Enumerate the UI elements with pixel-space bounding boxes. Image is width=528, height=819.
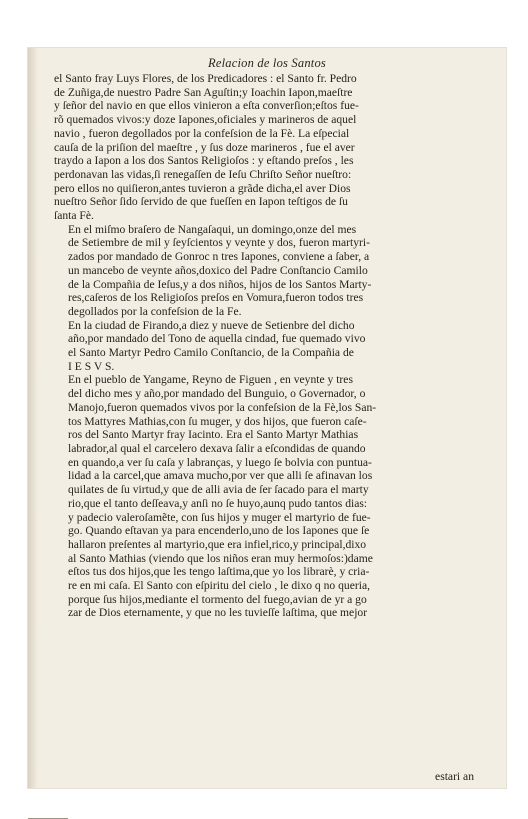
text-line: de la Compañia de Ieſus,y a dos niños, hijos de los Santos Marty- — [68, 277, 372, 291]
text-line: En la ciudad de Firando,a diez y nueve de Setienbre del dicho — [68, 318, 355, 332]
text-line: en quando,a ver ſu caſa y labranças, y luego ſe bolvia con puntua- — [68, 455, 372, 469]
text-line: el Santo fray Luys Flores, de los Predicadores : el Santo fr. Pedro — [54, 72, 357, 85]
text-line: ſanta Fè. — [54, 209, 94, 223]
paragraph — [54, 319, 486, 374]
text-line: de Setiembre de mil y ſeyſcientos y veynte y dos, fueron martyri- — [68, 236, 370, 250]
text-line: labrador,al qual el carcelero dexava ſalir a eſcondidas de quando — [68, 441, 366, 455]
text-line: un mancebo de veynte años,doxico del Padre Conſtancio Camilo — [68, 263, 368, 277]
text-line: quilates de ſu virtud,y que de alli avia de ſer ſacado para el marty — [68, 483, 369, 497]
text-line: re en mi caſa. El Santo con eſpiritu del cielo , le dixo q no queria, — [68, 579, 370, 593]
text-line: rõ quemados vivos:y doze Iapones,oficiales y marineros de aquel — [54, 113, 357, 127]
text-line: En el pueblo de Yangame, Reyno de Figuen , en veynte y tres — [68, 373, 353, 387]
text-line: y padecio valeroſamẽte, con ſus hijos y muger el martyrio de fue- — [68, 510, 371, 524]
text-line: go. Quando eſtavan ya para encenderlo,uno de los Iapones que ſe — [68, 524, 370, 538]
text-line: zados por mandado de Gonroc n tres Iapones, conviene a ſaber, a — [68, 250, 370, 264]
text-line: nueſtro Señor ſido ſervido de que fueſſen en Iapon teſtigos de ſu — [54, 195, 348, 209]
text-line: navio , fueron degollados por la confeſsion de la Fè. La eſpecial — [54, 126, 350, 140]
text-line: eſtos tus dos hijos,que les tengo laſtima,que yo los librarè, y cria- — [68, 565, 370, 579]
text-line: cauſa de la priſion del maeſtre , y ſus doze marineros , fue el aver — [54, 140, 355, 154]
running-head: Relacion de los Santos — [208, 56, 326, 70]
text-line: Manojo,fueron quemados vivos por la confeſsion de la Fè,los San- — [68, 400, 377, 414]
text-line: rio,que el tanto deſſeava,y anſi no ſe huyo,aunq pudo tantos dias: — [68, 496, 368, 510]
body-text — [54, 72, 486, 620]
text-line: y ſeñor del navio en que ellos vinieron a eſta converſion;eſtos fue- — [54, 99, 359, 113]
text-line: perdonavan las vidas,ſi renegaſſen de Ieſu Chriſto Señor nueſtro: — [54, 167, 352, 181]
text-line: al Santo Mathias (viendo que los niños eran muy hermoſos:)dame — [68, 551, 373, 565]
text-line: lidad a la carcel,que amava mucho,por ver que alli ſe afinavan los — [68, 469, 373, 483]
text-line: tos Mattyres Mathias,con ſu muger, y dos hijos, que fueron caſe- — [68, 414, 367, 428]
text-line: pero ellos no quiſieron,antes tuvieron a grãde dicha,el aver Dios — [54, 181, 351, 195]
text-line: res,caſeros de los Religioſos preſos en Vomura,fueron todos tres — [68, 291, 364, 305]
paragraph — [54, 223, 486, 319]
text-line: ros del Santo Martyr fray Iacinto. Era el Santo Martyr Mathias — [68, 428, 359, 442]
text-line: de Zuñiga,de nuestro Padre San Aguſtin;y Ioachin Iapon,maeſtre — [54, 85, 353, 99]
text-line: año,por mandado del Tono de aquella cindad, fue quemado vivo — [68, 332, 366, 346]
paragraph — [54, 72, 486, 223]
text-line: el Santo Martyr Pedro Camilo Conſtancio, de la Compañia de — [68, 346, 354, 360]
book-page — [28, 48, 506, 788]
text-line: I E S V S. — [68, 359, 115, 373]
catchword: estari an — [435, 770, 474, 783]
text-line: hallaron preſentes al martyrio,que era infiel,rico,y principal,dixo — [68, 537, 367, 551]
text-line: En el miſmo braſero de Nangaſaqui, un domingo,onze del mes — [68, 222, 357, 236]
text-line: del dicho mes y año,por mandado del Bunguio, o Governador, o — [68, 387, 366, 401]
text-line: zar de Dios eternamente, y que no les tuvieſſe laſtima, que mejor — [68, 606, 368, 620]
text-line: degollados por la confeſsion de la Fe. — [68, 304, 242, 318]
text-line: porque ſus hijos,mediante el tormento del fuego,avian de yr a go — [68, 592, 367, 606]
paragraph — [54, 373, 486, 620]
text-line: traydo a Iapon a los dos Santos Religioſos : y eſtando preſos , les — [54, 154, 354, 168]
